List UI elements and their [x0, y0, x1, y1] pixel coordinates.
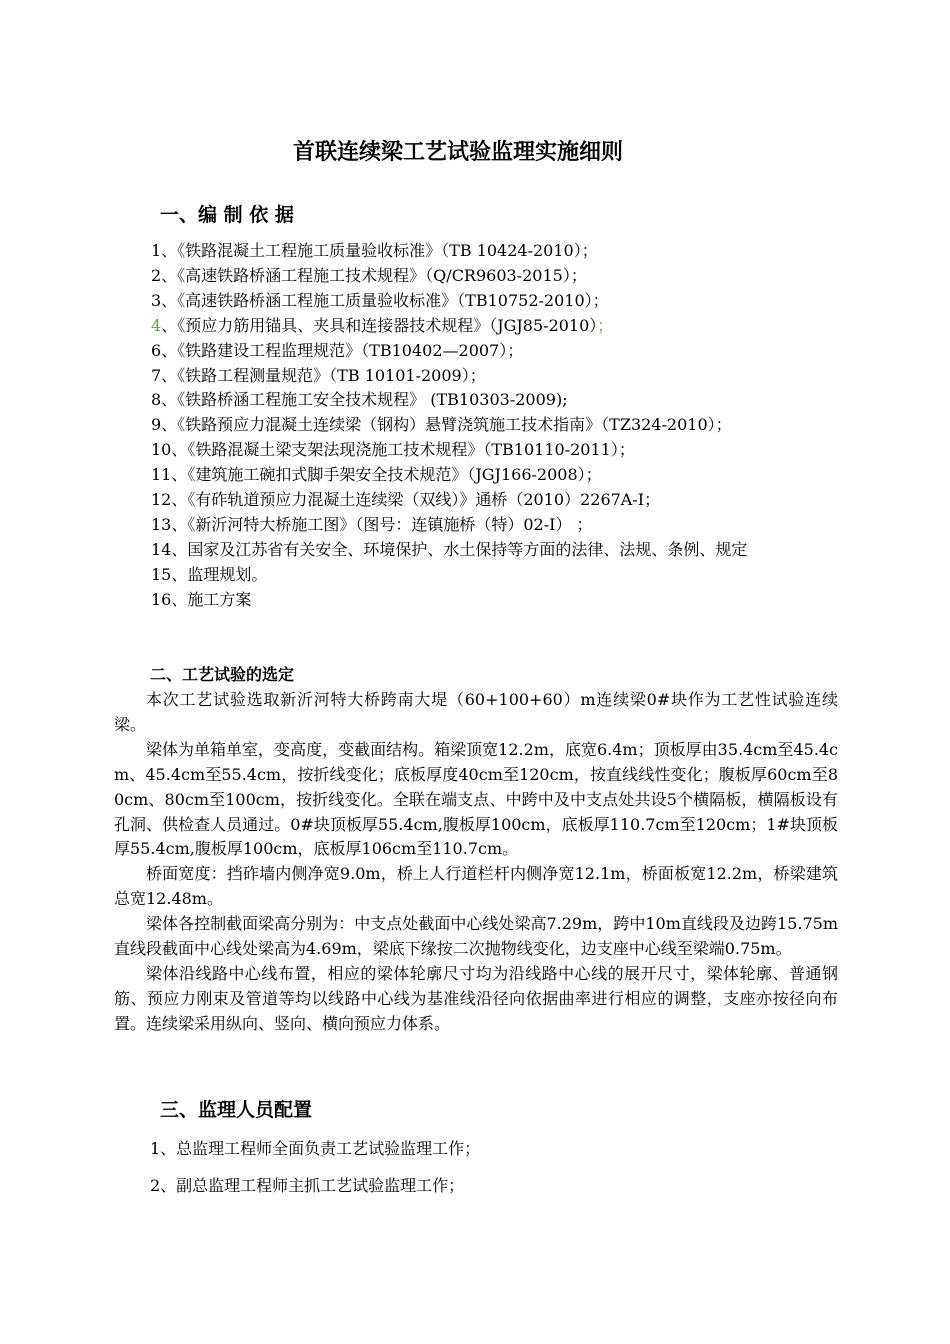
paragraph: 梁体各控制截面梁高分别为：中支点处截面中心线处梁高7.29m，跨中10m直线段及边跨15.75m直线段截面中心线处梁高为4.69m，梁底下缘按二次抛物线变化，边支座中心线至梁端0.75m。: [114, 914, 838, 959]
list-item: 14、国家及江苏省有关安全、环境保护、水土保持等方面的法律、法规、条例、规定: [151, 539, 748, 559]
paragraph: 梁体沿线路中心线布置，相应的梁体轮廓尺寸均为沿线路中心线的展开尺寸，梁体轮廓、普通钢筋、预应力刚束及管道等均以线路中心线为基准线沿径向依据曲率进行相应的调整，支座亦按径向布置。连续梁采用纵向、竖向、横向预应力体系。: [114, 963, 838, 1033]
list-item: 15、监理规划。: [151, 564, 268, 584]
paragraph: 梁体为单箱单室，变高度，变截面结构。箱梁顶宽12.2m，底宽6.4m；顶板厚由35.4cm至45.4cm、45.4cm至55.4cm，按折线变化；底板厚度40cm至120cm，按直线线性变化；腹板厚60cm至80cm、80cm至100cm，按折线变化。全联在端支点、中跨中及中支点处共设5个横隔板，横隔板设有孔洞、供检查人员通过。0#块顶板厚55.4cm,腹板厚100cm，底板厚110.7cm至120cm；1#块顶板厚55.4cm,腹板厚100cm，底板厚106cm至110.7cm。: [114, 739, 838, 859]
list-item: 9、《铁路预应力混凝土连续梁（钢构）悬臂浇筑施工技术指南》（TZ324-2010）；: [151, 415, 732, 435]
staff-item: 1、总监理工程师全面负责工艺试验监理工作；: [150, 1139, 481, 1158]
list-item: 12、《有砟轨道预应力混凝土连续梁（双线）》通桥（2010）2267A-Ⅰ；: [151, 490, 661, 510]
list-item: 3、《高速铁路桥涵工程施工质量验收标准》（TB10752-2010）；: [151, 290, 609, 310]
item4-tail: ；: [597, 315, 614, 335]
section2-body: [114, 688, 838, 1037]
item4-number: 4: [151, 315, 162, 335]
document-title: 首联连续梁工艺试验监理实施细则: [292, 140, 623, 165]
section3-heading: 三、监理人员配置: [160, 1099, 313, 1121]
section1-heading: 一、编 制 依 据: [160, 204, 294, 226]
list-item: 2、《高速铁路桥涵工程施工技术规程》（Q/CR9603-2015）；: [151, 265, 587, 285]
list-item: 13、《新沂河特大桥施工图》（图号：连镇施桥（特）02-Ⅰ） ；: [151, 514, 593, 534]
staff-item: 2、副总监理工程师主抓工艺试验监理工作；: [150, 1176, 465, 1195]
list-item: 16、施工方案: [151, 589, 252, 609]
list-item: 8、《铁路桥涵工程施工安全技术规程》 (TB10303-2009);: [151, 390, 568, 410]
paragraph: 桥面宽度：挡砟墙内侧净宽9.0m，桥上人行道栏杆内侧净宽12.1m，桥面板宽12.2m，桥梁建筑总宽12.48m。: [114, 864, 838, 909]
list-item-4: [114, 314, 838, 339]
list-item: 11、《建筑施工碗扣式脚手架安全技术规范》（JGJ166-2008）；: [151, 465, 602, 485]
list-item: 10、《铁路混凝土梁支架法现浇施工技术规程》（TB10110-2011）；: [151, 440, 635, 460]
paragraph: 本次工艺试验选取新沂河特大桥跨南大堤（60+100+60）m连续梁0#块作为工艺性试验连续梁。: [114, 690, 838, 734]
item4-text: 、《预应力筋用锚具、夹具和连接器技术规程》（JGJ85-2010）: [161, 315, 598, 335]
list-item: 7、《铁路工程测量规范》（TB 10101-2009）；: [151, 365, 486, 385]
list-item: 6、《铁路建设工程监理规范》（TB10402—2007）；: [151, 340, 524, 360]
section2-heading: 二、工艺试验的选定: [150, 665, 295, 684]
list-item: 1、《铁路混凝土工程施工质量验收标准》（TB 10424-2010）；: [151, 241, 598, 260]
reference-list: [114, 239, 838, 613]
